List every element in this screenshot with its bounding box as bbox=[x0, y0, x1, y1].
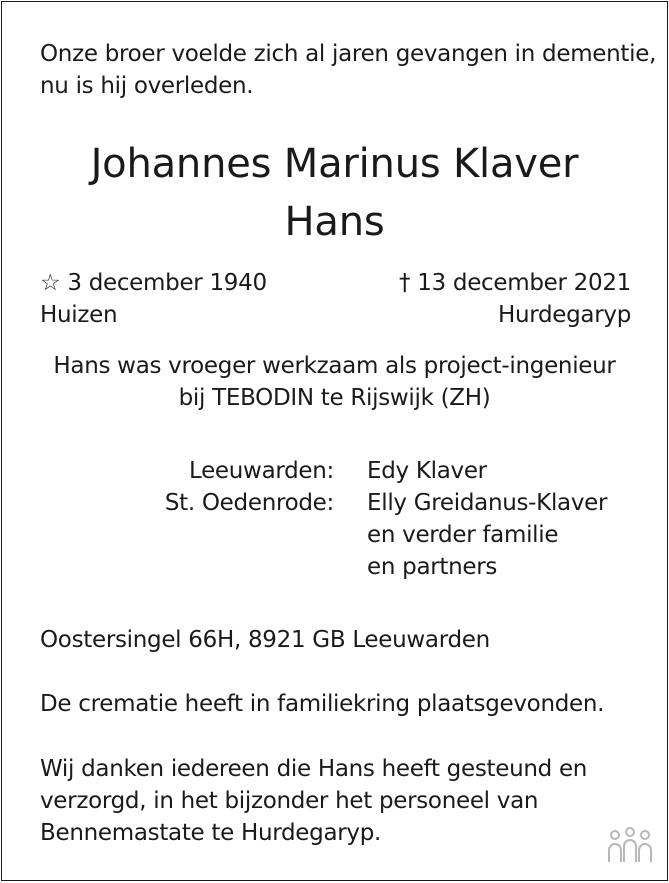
family-place: Leeuwarden: bbox=[188, 458, 334, 484]
address-text: Oostersingel 66H, 8921 GB Leeuwarden bbox=[40, 627, 490, 653]
death-line bbox=[399, 267, 631, 299]
people-group-icon bbox=[605, 826, 655, 866]
family-name: Edy Klaver bbox=[367, 458, 487, 484]
family-name: en verder familie bbox=[367, 522, 559, 548]
deceased-nickname: Hans bbox=[284, 199, 385, 245]
death-date: 13 december 2021 bbox=[417, 270, 631, 296]
intro-line-2: nu is hij overleden. bbox=[40, 73, 254, 99]
family-place: St. Oedenrode: bbox=[164, 490, 334, 516]
thanks-line-2: verzorgd, in het bijzonder het personeel van bbox=[40, 788, 539, 814]
birth-line bbox=[40, 267, 267, 299]
work-text bbox=[2, 350, 667, 414]
intro-text bbox=[40, 38, 656, 102]
thanks-line-3: Bennemastate te Hurdegaryp. bbox=[40, 820, 382, 846]
work-line-1: Hans was vroeger werkzaam als project-ingenieur bbox=[53, 353, 616, 379]
death-block bbox=[399, 267, 631, 331]
deceased-full-name: Johannes Marinus Klaver bbox=[90, 141, 579, 187]
family-name: Elly Greidanus-Klaver bbox=[367, 490, 608, 516]
death-cross-icon: † bbox=[399, 270, 411, 296]
birth-date: 3 december 1940 bbox=[67, 270, 267, 296]
birth-star-icon: ☆ bbox=[40, 270, 61, 296]
birth-place: Huizen bbox=[40, 302, 118, 328]
family-name: en partners bbox=[367, 554, 498, 580]
death-place: Hurdegaryp bbox=[497, 302, 631, 328]
cremation-text: De crematie heeft in familiekring plaatsgevonden. bbox=[40, 691, 605, 717]
birth-block bbox=[40, 267, 267, 331]
intro-line-1: Onze broer voelde zich al jaren gevangen in dementie, bbox=[40, 41, 657, 67]
thanks-text bbox=[40, 753, 587, 849]
work-line-2: bij TEBODIN te Rijswijk (ZH) bbox=[178, 385, 491, 411]
thanks-line-1: Wij danken iedereen die Hans heeft gesteund en bbox=[40, 756, 588, 782]
death-notice-card bbox=[1, 1, 668, 881]
